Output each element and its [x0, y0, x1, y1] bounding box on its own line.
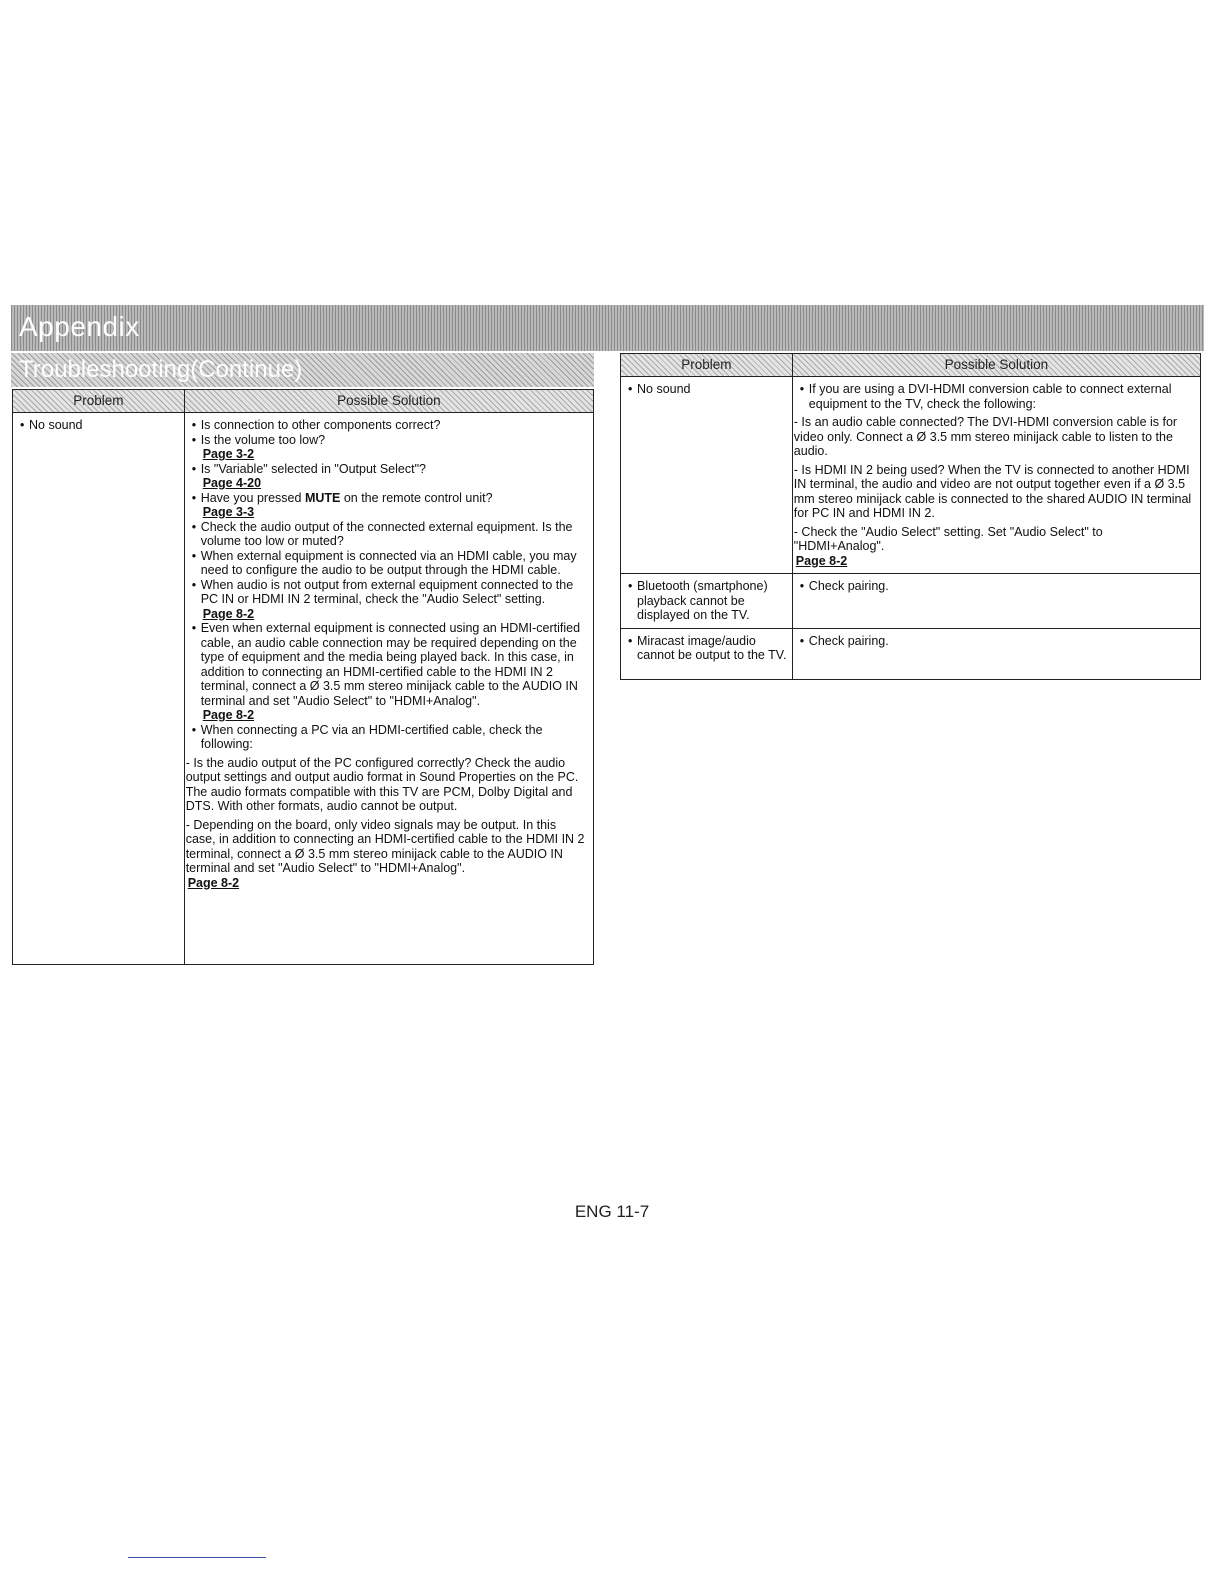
table-row [621, 574, 1201, 629]
header-solution: Possible Solution [792, 354, 1200, 377]
table-header-row [13, 390, 594, 413]
solution-cell [792, 574, 1200, 629]
page-link[interactable]: Page 3-3 [202, 505, 255, 519]
problem-text: • Bluetooth (smartphone) playback cannot be displayed on the TV. [637, 579, 788, 623]
troubleshooting-table-right [620, 353, 1201, 680]
problem-text: • No sound [29, 418, 180, 433]
list-item: • Check pairing. [809, 579, 1196, 594]
sub-note: - Depending on the board, only video signals may be output. In this case, in addition to connecting an HDMI-certified cable to the HDMI IN 2 terminal, connect a Ø 3.5 mm stereo minijack cable to the AUDIO IN terminal and set "Audio Select" to "HDMI+Analog". Page 8-2 [185, 817, 585, 890]
list-item: • When audio is not output from external equipment connected to the PC IN or HDMI IN 2 terminal, check the "Audio Select" setting. Page 8-2 [201, 578, 589, 622]
sub-note: - Is HDMI IN 2 being used? When the TV is connected to another HDMI IN terminal, the audio and video are not output together even if a Ø 3.5 mm stereo minijack cable is connected to the shared AUDIO IN terminal for PC IN and HDMI IN 2. [793, 462, 1192, 520]
list-item: • When connecting a PC via an HDMI-certified cable, check the following: [201, 723, 589, 752]
problem-cell [621, 574, 793, 629]
sub-note: - Check the "Audio Select" setting. Set "Audio Select" to "HDMI+Analog". Page 8-2 [793, 524, 1103, 568]
list-item: • Have you pressed MUTE on the remote control unit? Page 3-3 [201, 491, 589, 520]
solution-list [189, 418, 589, 752]
list-item: • When external equipment is connected via an HDMI cable, you may need to configure the audio to be output through the HDMI cable. [201, 549, 589, 578]
list-item: • Is the volume too low? Page 3-2 [201, 433, 589, 462]
list-item: • Is "Variable" selected in "Output Select"? Page 4-20 [201, 462, 589, 491]
page-number: ENG 11-7 [574, 1202, 650, 1221]
sub-note: - Is an audio cable connected? The DVI-HDMI conversion cable is for video only. Connect a Ø 3.5 mm stereo minijack cable to listen to the audio. [793, 415, 1178, 458]
footnote-rule [128, 1557, 266, 1558]
solution-cell [792, 628, 1200, 679]
section-bar [11, 353, 594, 387]
list-item: • If you are using a DVI-HDMI conversion cable to connect external equipment to the TV, check the following: [809, 382, 1196, 411]
list-item: • Is connection to other components correct? [201, 418, 589, 433]
page-link[interactable]: Page 8-2 [187, 875, 240, 890]
page-link[interactable]: Page 8-2 [202, 708, 255, 722]
table-header-row [621, 354, 1201, 377]
table-row [621, 628, 1201, 679]
page-link[interactable]: Page 3-2 [202, 447, 255, 461]
solution-cell [792, 377, 1200, 574]
page-link[interactable]: Page 8-2 [795, 553, 848, 568]
page-link[interactable]: Page 4-20 [202, 476, 262, 490]
header-solution: Possible Solution [184, 390, 593, 413]
troubleshooting-table-left [12, 389, 594, 965]
problem-text: • No sound [637, 382, 788, 397]
table-row [621, 377, 1201, 574]
problem-text: • Miracast image/audio cannot be output to the TV. [637, 634, 788, 663]
header-problem: Problem [621, 354, 793, 377]
table-row [13, 413, 594, 965]
header-problem: Problem [13, 390, 185, 413]
list-item: • Check the audio output of the connected external equipment. Is the volume too low or muted? [201, 520, 589, 549]
list-item: • Check pairing. [809, 634, 1196, 649]
mute-key-label: MUTE [304, 490, 341, 505]
solution-cell [184, 413, 593, 965]
list-item: • Even when external equipment is connected using an HDMI-certified cable, an audio cable connection may be required depending on the type of equipment and the media being played back. In this case, in addition to connecting an HDMI-certified cable to the HDMI IN 2 terminal, connect a Ø 3.5 mm stereo minijack cable to the AUDIO IN terminal and set "Audio Select" to "HDMI+Analog". Page 8-2 [201, 621, 589, 723]
section-title: Troubleshooting(Continue) [19, 356, 303, 383]
problem-cell [621, 377, 793, 574]
problem-cell [621, 628, 793, 679]
problem-cell [13, 413, 185, 965]
page-link[interactable]: Page 8-2 [202, 606, 255, 621]
banner-title: Appendix [19, 311, 140, 342]
sub-note: - Is the audio output of the PC configured correctly? Check the audio output settings and output audio format in Sound Properties on the PC. The audio formats compatible with this TV are PCM, Dolby Digital and DTS. With other formats, audio cannot be output. [185, 755, 579, 813]
appendix-banner [11, 305, 1204, 351]
